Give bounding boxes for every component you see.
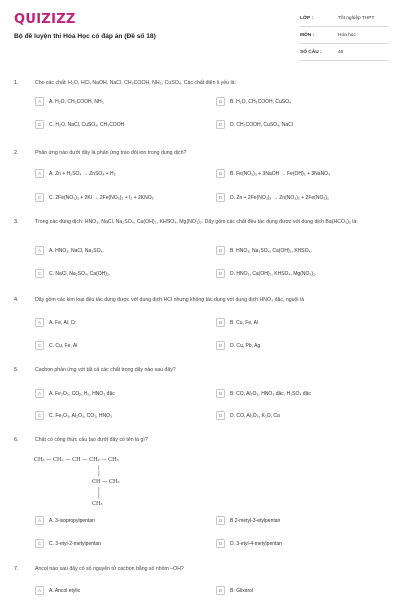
formula-main-chain: CH₃ — CH₂ — CH — CH₂ — CH₃ <box>34 457 119 463</box>
bond-line: | <box>98 493 100 499</box>
option-letter-box: A <box>35 586 44 595</box>
question-text: Ancol nào sau đây có số nguyên tử cacbon bằng số nhóm –OH? <box>35 566 184 572</box>
option-letter-box: B <box>216 246 225 255</box>
option-text: C. Cu, Fe, Al <box>49 342 78 349</box>
option-letter-box: B <box>216 389 225 398</box>
formula-branch: CH — CH₃ <box>92 479 120 485</box>
option-text: A. HNO₃, NaCl, Na₂SO₄. <box>49 247 104 254</box>
question-text: Trong các dung dịch: HNO₃, NaCl, Na₂SO₄, Ca(OH)₂, KHSO₄, Mg(NO₃)₂. Dãy gồm các chất đều tác dụng được với dung dịch Ba(HCO₃)₂ là: <box>35 219 358 225</box>
question-number: 3. <box>14 219 19 225</box>
option-text: A. Ancol etylic <box>49 587 81 594</box>
option-letter-box: B <box>216 97 225 106</box>
option-letter-box: A <box>35 516 44 525</box>
option-text: A. H₂O, CH₃COOH, NH₃ <box>49 98 104 105</box>
option-letter-box: B <box>216 318 225 327</box>
option-text: B. Fe(NO₃)₃ + 3NaOH → Fe(OH)₃ + 3NaNO₃ <box>230 170 331 177</box>
option-text: C. H₂O, NaCl, CuSO₄, CH₃COOH <box>49 121 125 128</box>
option-text: A. Fe, Al, Cr <box>49 319 76 326</box>
option-letter-box: A <box>35 318 44 327</box>
meta-row-subject <box>300 29 388 44</box>
option-letter-box: C <box>35 120 44 129</box>
question-number: 4. <box>14 297 19 303</box>
option-letter-box: C <box>35 269 44 278</box>
option-letter-box: B <box>216 169 225 178</box>
option-letter-box: D <box>216 341 225 350</box>
question-text: Chất có công thức cấu tạo dưới đây có tên là gì? <box>35 437 148 443</box>
option-text: D. Cu, Pb, Ag <box>230 342 261 349</box>
option-text: D. CH₃COOH, CuSO₄, NaCl <box>230 121 293 128</box>
option-letter-box: A <box>35 97 44 106</box>
question-number: 5. <box>14 367 19 373</box>
question-text: Cacbon phản ứng với tất cả các chất trong dãy nào sau đây? <box>35 367 176 373</box>
option-letter-box: C <box>35 193 44 202</box>
option-text: A. Fe₂O₃, CO₂, H₂, HNO₃ đặc <box>49 390 115 397</box>
question-number: 6. <box>14 437 19 443</box>
question-number: 2. <box>14 150 19 156</box>
formula-end-group: CH₃ <box>92 501 103 507</box>
bond-line: | <box>98 487 100 493</box>
option-letter-box: A <box>35 169 44 178</box>
quizizz-logo: QUIZIZZ <box>14 12 76 27</box>
document-header <box>0 0 400 64</box>
option-text: C. 3-etyl-2-metylpentan <box>49 540 101 547</box>
option-text: D. 3-etyl-4-metylpentan <box>230 540 282 547</box>
question-text: Cho các chất: H₂O, HCl, NaOH, NaCl, CH₃COOH, NH₃, CuSO₄. Các chất điện li yếu là: <box>35 80 236 86</box>
option-letter-box: D <box>216 411 225 420</box>
option-text: B. H₂O, CH₃COOH, CuSO₄ <box>230 98 292 105</box>
meta-row-class <box>300 12 388 27</box>
option-letter-box: B <box>216 586 225 595</box>
option-letter-box: A <box>35 246 44 255</box>
option-text: B. HNO₃, Na₂SO₄, Ca(OH)₂, KHSO₄. <box>230 247 312 254</box>
meta-label: MÔN : <box>300 33 315 38</box>
option-text: B.2-metyl-3-etylpentan <box>230 517 281 524</box>
option-letter-box: D <box>216 193 225 202</box>
option-text: B. Glixerol <box>230 587 254 594</box>
option-letter-box: C <box>35 341 44 350</box>
meta-label: LỚP : <box>300 16 314 21</box>
option-letter-box: C <box>35 539 44 548</box>
meta-value: Tốt nghiệp THPT <box>338 16 375 21</box>
meta-value: 40 <box>338 50 344 55</box>
option-text: B. CO, Al₂O₃, HNO₃ đặc, H₂SO₄ đặc <box>230 390 311 397</box>
option-text: D. HNO₃, Ca(OH)₂, KHSO₄, Mg(NO₃)₂. <box>230 270 317 277</box>
option-text: C. Fe₂O₃, Al₂O₃, CO₂, HNO₃ <box>49 412 113 419</box>
option-text: A. Zn + H₂SO₄ → ZnSO₄ + H₂ <box>49 170 116 177</box>
question-text: Dãy gồm các kim loại đều tác dụng được với dung dịch HCl nhưng không tác dụng với dung dịch HNO₃ đặc, nguội là <box>35 297 304 303</box>
meta-label: SỐ CÂU : <box>300 50 322 55</box>
option-letter-box: D <box>216 539 225 548</box>
document-title: Bộ đề luyện thi Hóa Học có đáp án (Đề số 18) <box>14 33 156 40</box>
bond-line: | <box>98 471 100 477</box>
option-text: C. 2Fe(NO₃)₃ + 2KI → 2Fe(NO₃)₂ + I₂ + 2KNO₃ <box>49 194 154 201</box>
option-text: B. Cu, Fe, Al <box>230 319 259 326</box>
option-letter-box: B <box>216 516 225 525</box>
option-text: A. 3-isopropylpentan <box>49 517 95 524</box>
bond-line: | <box>98 465 100 471</box>
option-letter-box: C <box>35 411 44 420</box>
question-number: 7. <box>14 566 19 572</box>
option-text: C. NaCl, Na₂SO₄, Ca(OH)₂. <box>49 270 111 277</box>
question-text: Phản ứng nào dưới đây là phản ứng trao đổi ion trong dung dịch? <box>35 150 187 156</box>
meta-info <box>300 12 388 63</box>
option-text: D. Zn + 2Fe(NO₃)₃ → Zn(NO₃)₂ + 2Fe(NO₃)₂ <box>230 194 329 201</box>
option-letter-box: D <box>216 269 225 278</box>
option-letter-box: D <box>216 120 225 129</box>
meta-row-count <box>300 46 388 61</box>
option-letter-box: A <box>35 389 44 398</box>
meta-value: Hóa học <box>338 33 356 38</box>
question-number: 1. <box>14 80 19 86</box>
option-text: D. CO, Al₂O₃, K₂O, Ca <box>230 412 280 419</box>
